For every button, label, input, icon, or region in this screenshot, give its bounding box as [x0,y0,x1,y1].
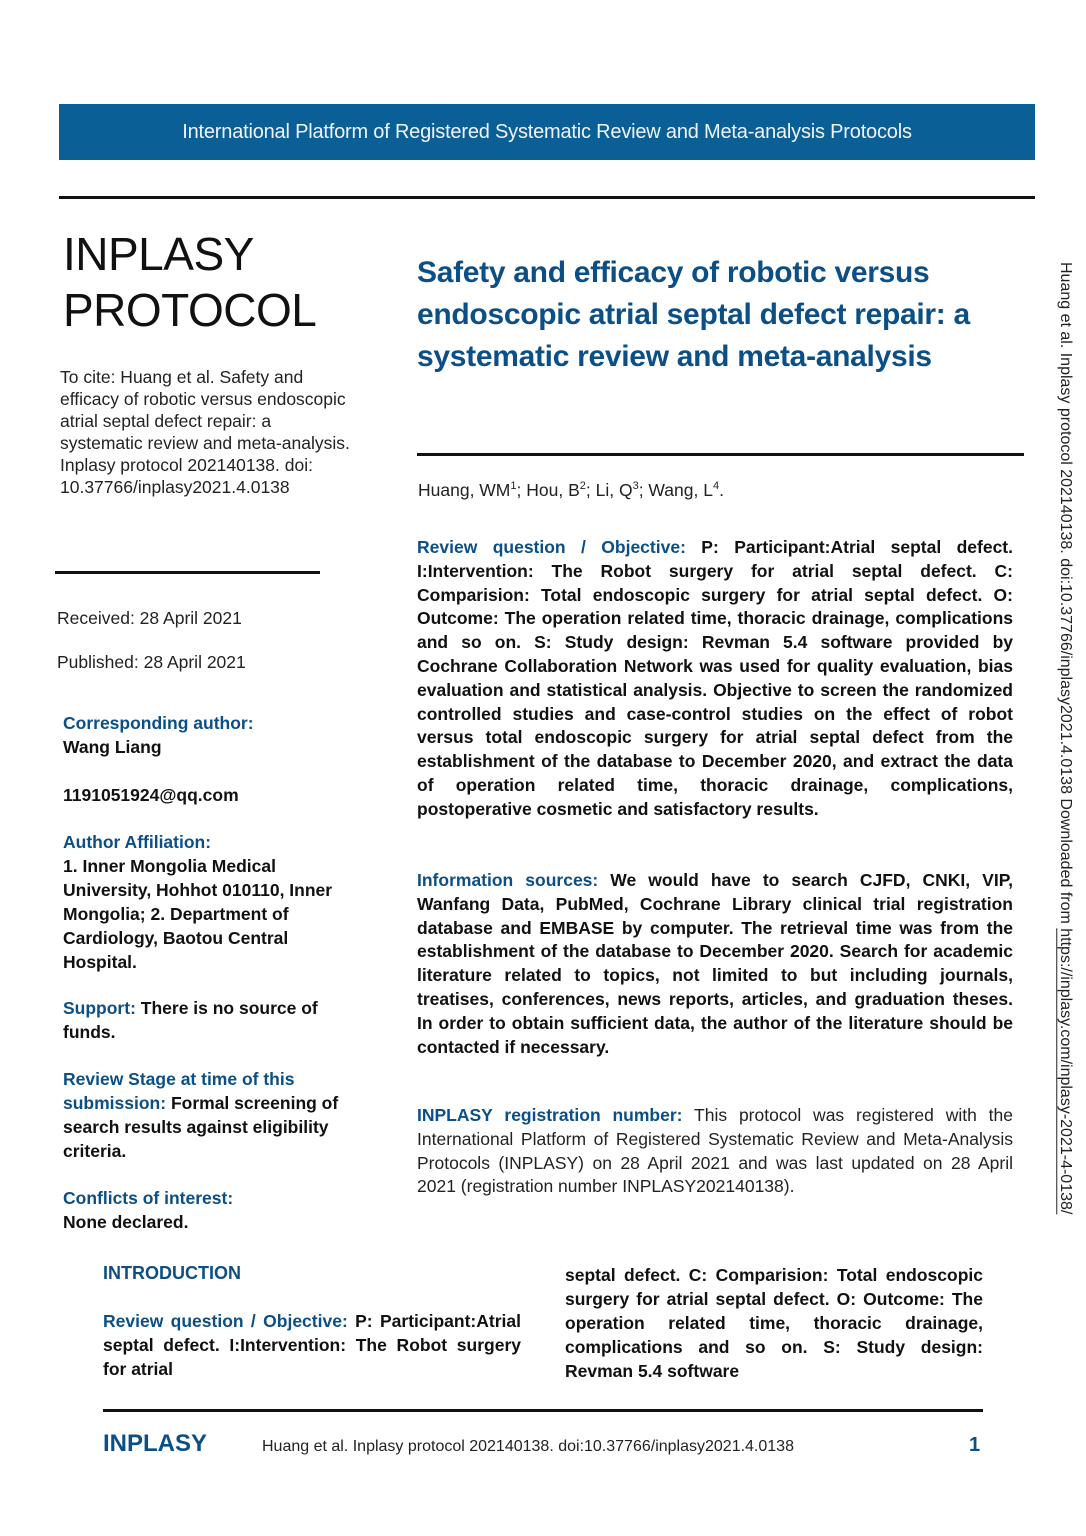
page-number: 1 [969,1434,981,1456]
brand-line-2: PROTOCOL [63,284,317,336]
review-question-paragraph [417,536,1013,822]
author-4-affiliation: 4 [712,480,720,493]
author-4: ; Wang, L [638,480,713,500]
author-affiliation [63,830,353,974]
conflicts-of-interest [63,1186,353,1234]
registration-label: INPLASY registration number: [417,1105,683,1125]
article-title: Safety and efficacy of robotic versus endoscopic atrial septal defect repair: a systematic review and meta-analysis [417,256,970,373]
banner-text: International Platform of Registered Systematic Review and Meta-analysis Protocols [182,120,912,143]
review-question-label: Review question / Objective: [417,537,686,557]
footer-citation: Huang et al. Inplasy protocol 202140138. doi:10.37766/inplasy2021.4.0138 [262,1438,794,1455]
received-date: Received: 28 April 2021 [57,608,242,628]
published-date: Published: 28 April 2021 [57,652,246,672]
author-1-affiliation: 1 [510,480,517,493]
affiliation-label: Author Affiliation: [63,832,212,852]
author-3: ; Li, Q [585,480,633,500]
author-list [418,480,724,501]
brand-line-1: INPLASY [63,228,254,280]
title-divider [417,453,1024,456]
side-margin-citation [1056,262,1074,1214]
information-sources-text: We would have to search CJFD, CNKI, VIP, Wanfang Data, PubMed, Cochrane Library clinical trial registration database and EMBASE by computer. The retrieval time was from the establishment of the database to December 2020. Search for academic literature related to topics, not limited to but including journals, treatises, conferences, news reports, articles, and graduation theses. In order to obtain sufficient data, the author of the literature should be contacted if necessary. [417,870,1013,1057]
introduction-right-column: septal defect. C: Comparision: Total endoscopic surgery for atrial septal defect. O: Outcome: The operation related time, thoracic drainage, complications and so on. S: Study design: Revman 5.4 software [565,1265,983,1381]
email [63,783,353,807]
support-label: Support: [63,998,136,1018]
author-3-affiliation: 3 [632,480,639,493]
information-sources-label: Information sources: [417,870,599,890]
corresponding-author-label: Corresponding author: [63,713,254,733]
author-2: ; Hou, B [516,480,580,500]
review-stage [63,1067,353,1163]
left-divider [55,571,320,574]
author-2-affiliation: 2 [579,480,586,493]
brand-heading [63,226,316,338]
authors-end: . [719,480,724,500]
footer-divider [103,1409,983,1412]
support-text: There is no source of funds. [63,998,318,1042]
affiliation-text: 1. Inner Mongolia Medical University, Hohhot 010110, Inner Mongolia; 2. Department of Cardiology, Baotou Central Hospital. [63,856,333,972]
side-margin-text: Huang et al. Inplasy protocol 202140138. doi:10.37766/inplasy2021.4.0138 Downloaded from [1057,262,1074,929]
top-divider [59,196,1035,199]
corresponding-author [63,711,353,759]
download-link[interactable]: https://inplasy.com/inplasy-2021-4-0138/ [1057,928,1074,1215]
registration-paragraph [417,1104,1013,1199]
review-question-text: P: Participant:Atrial septal defect. I:Intervention: The Robot surgery for atrial septal defect. C: Comparision: Total endoscopic surgery for atrial septal defect. O: Outcome: The operation related time, thoracic drainage, complications and so on. S: Study design: Revman 5.4 software provided by Cochrane Collaboration Network was used for quality evaluation, bias evaluation and statistical analysis. Objective to screen the randomized controlled studies and case-control studies on the effect of robot versus total endoscopic surgery for atrial septal defect from the establishment of the database to December 2020, and extract the data of operation related time, thoracic drainage, complications, postoperative cosmetic and satisfactory results. [417,537,1013,819]
support [63,996,353,1044]
footer-brand: INPLASY [103,1430,208,1457]
author-1: Huang, WM [418,480,511,500]
corresponding-author-name: Wang Liang [63,737,162,757]
introduction-heading: INTRODUCTION [103,1263,241,1283]
review-stage-label: Review Stage at time of this submission: [63,1069,295,1113]
introduction-left-column [103,1309,521,1381]
conflicts-label: Conflicts of interest: [63,1188,234,1208]
intro-review-label: Review question / Objective: [103,1311,348,1331]
review-stage-text: Formal screening of search results against eligibility criteria. [63,1093,339,1161]
citation-block: To cite: Huang et al. Safety and efficacy of robotic versus endoscopic atrial septal defect repair: a systematic review and meta-analysis. Inplasy protocol 202140138. doi: 10.37766/inplasy2021.4.0138 [60,367,350,497]
conflicts-text: None declared. [63,1212,189,1232]
registration-text: This protocol was registered with the International Platform of Registered Systematic Review and Meta-Analysis Protocols (INPLASY) on 28 April 2021 and was last updated on 28 April 2021 (registration number INPLASY202140138). [417,1105,1013,1197]
information-sources-paragraph [417,869,1013,1059]
intro-left-text: P: Participant:Atrial septal defect. I:Intervention: The Robot surgery for atrial [103,1311,521,1379]
email-link[interactable]: 1191051924@qq.com [63,785,239,805]
platform-banner [59,104,1035,160]
